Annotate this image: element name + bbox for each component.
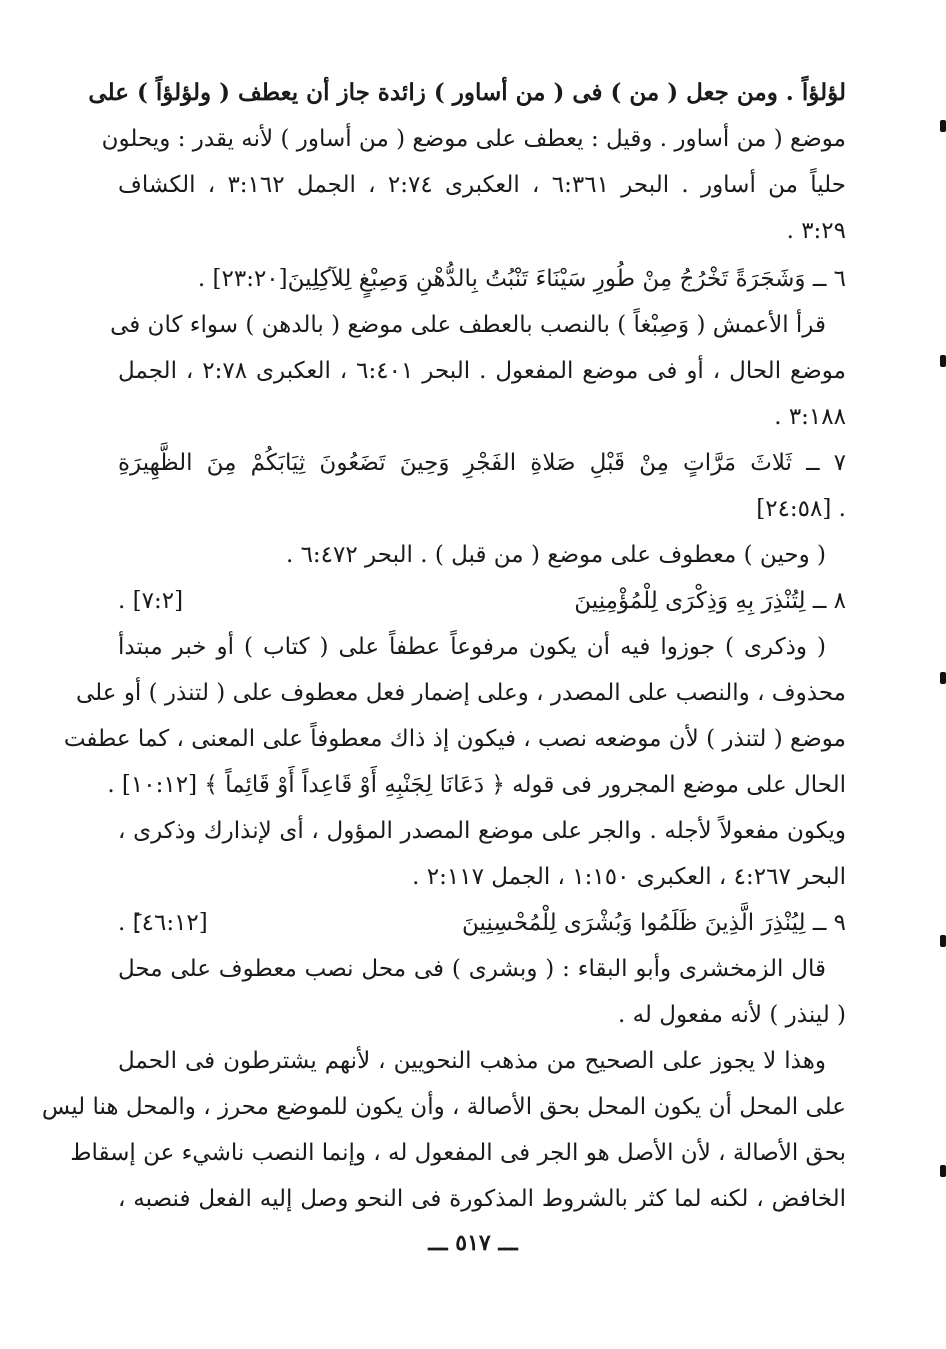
text-line: قال الزمخشرى وأبو البقاء : ( وبشرى ) فى محل نصب معطوف على محل (118, 956, 826, 982)
text-line: الحال على موضع المجرور فى قوله ﴿ دَعَانَا لِجَنْبِهِ أَوْ قَاعِداً أَوْ قَائِماً ﴾ [١٠:١٢] . (107, 772, 846, 798)
verse-reference: [٤٦:١٢]َ . (118, 910, 208, 936)
text-line: على المحل أن يكون المحل بحق الأصالة ، وأن يكون للموضع محرز ، والمحل هنا ليس (41, 1094, 846, 1120)
text-line: ( وحين ) معطوف على موضع ( من قبل ) . البحر ٦:٤٧٢ . (285, 542, 826, 568)
scan-edge-mark (940, 935, 946, 947)
quran-verse: ٨ ــ لِتُنْذِرَ بِهِ وَذِكْرَى لِلْمُؤْمِنِينَ (574, 588, 846, 614)
text-line: محذوف ، والنصب على المصدر ، وعلى إضمار فعل معطوف على ( لتنذر ) أو على (76, 680, 846, 706)
text-line: موضع ( لتنذر ) لأن موضعه نصب ، فيكون إذ ذاك معطوفاً على المعنى ، كما عطفت (63, 726, 846, 752)
text-line: ٣:٢٩ . (786, 218, 846, 244)
scan-edge-mark (940, 355, 946, 367)
text-line: الخافض ، لكنه لما كثر بالشروط المذكورة فى النحو وصل إليه الفعل فنصبه ، (118, 1186, 846, 1212)
scan-edge-mark (940, 1165, 946, 1177)
scan-edge-mark (940, 120, 946, 132)
text-line: بحق الأصالة ، لأن الأصل هو الجر فى المفعول له ، وإنما النصب ناشيء عن إسقاط (70, 1140, 846, 1166)
scan-edge-mark (940, 672, 946, 684)
page-number: ـــ ٥١٧ ـــ (428, 1230, 518, 1256)
verse-reference: [٧:٢] . (118, 588, 184, 614)
text-line: ( لينذر ) لأنه مفعول له . (617, 1002, 846, 1028)
text-line: ويكون مفعولاً لأجله . والجر على موضع المصدر المؤول ، أى لإنذارك وذكرى ، (118, 818, 846, 844)
quran-verse: ٩ ــ لِيُنْذِرَ الَّذِينَ ظَلَمُوا وَبُشْرَى لِلْمُحْسِنِينَ (461, 910, 846, 936)
text-line: البحر ٤:٢٦٧ ، العكبرى ١:١٥٠ ، الجمل ٢:١١٧ . (412, 864, 846, 890)
quran-verse-row (118, 900, 846, 946)
verse-reference: . [٢٤:٥٨] (756, 496, 846, 522)
quran-verse: ٧ ــ ثَلاثَ مَرَّاتٍ مِنْ قَبْلِ صَلاةِ الفَجْرِ وَحِينَ تَضَعُونَ ثِيَابَكُمْ مِنَ الظَّهِيرَةِ (118, 450, 846, 476)
text-line: موضع ( من أساور . وقيل : يعطف على موضع ( من أساور ) لأنه يقدر : ويحلون (101, 126, 846, 152)
text-line: وهذا لا يجوز على الصحيح من مذهب النحويين ، لأنهم يشترطون فى الحمل (118, 1048, 826, 1074)
text-line: قرأ الأعمش ( وَصِبْغاً ) بالنصب بالعطف على موضع ( بالدهن ) سواء كان فى (110, 312, 826, 338)
text-line: ٣:١٨٨ . (774, 404, 846, 430)
text-line: لؤلؤاً . ومن جعل ( من ) فى ( من أساور ) زائدة جاز أن يعطف ( ولؤلؤاً ) على (88, 79, 846, 106)
quran-verse-row (118, 578, 846, 624)
text-line: ( وذكرى ) جوزوا فيه أن يكون مرفوعاً عطفاً على ( كتاب ) أو خبر مبتدأ (118, 634, 826, 660)
quran-verse: ٦ ــ وَشَجَرَةً تَخْرُجُ مِنْ طُورِ سَيْنَاءَ تَنْبُتُ بِالدُّهْنِ وَصِبْغٍ لِلآكِلِينَ[٢٣:٢٠] . (197, 266, 846, 292)
text-line: موضع الحال ، أو فى موضع المفعول . البحر ٦:٤٠١ ، العكبرى ٢:٧٨ ، الجمل (118, 358, 846, 384)
text-line: حلياً من أساور . البحر ٦:٣٦١ ، العكبرى ٢:٧٤ ، الجمل ٣:١٦٢ ، الكشاف (118, 172, 847, 198)
